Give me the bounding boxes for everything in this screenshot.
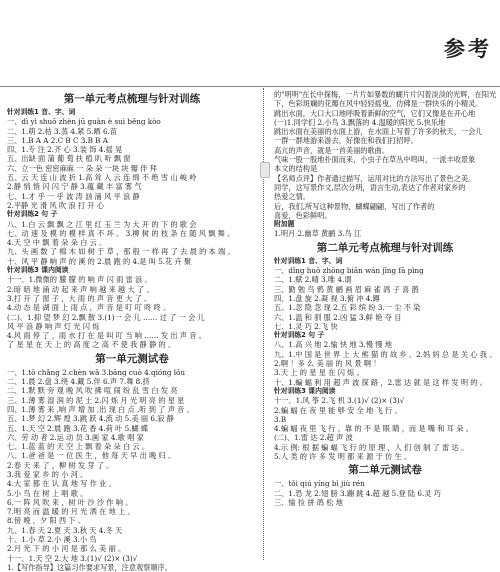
answer-line: 2.蝙 蝠 在 夜 里 能 够 安 全 地 飞 行 。 [274, 405, 402, 415]
answer-line: 九、头 画 数 了 棉 木 如 树 于 草 ，那 般 一 样 再 了 去 晨 的 本 端 。 [7, 247, 235, 257]
answer-line: 跳出水面在美丽的水面上游，在水面上写着了许多的秋天，一会儿 [274, 127, 483, 137]
answer-line: 五、出缺 面 蒲 葡 萄 扶 植 叭 听 飘 窗 [7, 154, 131, 164]
answer-line: 5.人 类 的 许 多 发 明 都 来 源 于 仿 生 。 [274, 451, 412, 461]
answer-line: 2.静 悄 悄 闪 闪 宁 静 3.蕴 藏 丰 富 雾 气 [7, 182, 142, 192]
answer-line: 七、1.蓝 蓝 的 天 空 上 飘 着 朵 朵 白 云 。 [7, 442, 150, 452]
unit1-review-answers [7, 108, 257, 350]
answer-line: 三、1.B A A 2.C B C 3.B B A [7, 135, 108, 145]
essay-continuation [274, 90, 496, 220]
answer-line: 四、1.薄 雾 来 ,响 声 增 加 ,出 现 白 点 ,听 到 了 声 音 。 [7, 404, 194, 414]
answer-line: 八、1.爸 爸 是 一 位 医 生 ，他 每 天 早 出 晚 归 。 [7, 451, 176, 461]
answer-line: 五、1.天 空 2.晨 跑 3.花 香 4.荷 叶 5.蝴 蝶 [7, 423, 149, 433]
answer-line: 五、1.梦 幻 2.辉 煌 3.跳 跃 4.流 动 5.美 丽 6.寂 静 [7, 414, 174, 424]
answer-line: 二、1.恐 龙 2.翅 膀 3.蹦 跳 4.超 越 5.登 陆 6.灵 巧 [274, 488, 441, 498]
answer-line: 七、1.才 乎 一 乎 波 涛 汹 涌 风 平 浪 静 [7, 191, 140, 201]
answer-line: 七、动 速 及 模 的 模 样 真 不 坏 。 3.柳 树 的 枝 条 在 随 风 飘 舞 。 [7, 228, 235, 238]
answer-line: 六、劳 动 者 2.运 动 员 3.画 家 4.歌 唱 家 [7, 432, 144, 442]
page-binding-tab [260, 162, 270, 178]
unit1-review-title: 第一单元考点梳理与针对训练 [63, 93, 201, 105]
answer-line: 三、愉 捡 拼 鸽 松 地 [274, 497, 343, 507]
answer-line: 气味一股一股地扑面而来，小虫子在草丛中鸣叫，一派丰收景象 [274, 155, 476, 165]
header-rule [0, 86, 500, 87]
answer-line: 2.春 天 来 了 ，柳 树 发 芽 了 。 [7, 460, 114, 470]
answer-line: 2.月 光 下 的 小 河 是 那 么 美 丽 。 [7, 544, 126, 554]
answer-line: 六、1.温 和 驯 服 2.凶 猛 3.鲜 艳 夺 目 [274, 312, 402, 322]
unit2-test-answers [274, 479, 496, 507]
answer-line: 九、1.中 国 是 世 界 上 大 熊 猫 的 故 乡 。2.妈 妈 总 是 关 心 我 。 [274, 349, 497, 359]
answer-line: 一、dǐng huǒ zhōng biān wán jīng fā pìng [274, 266, 424, 276]
answer-line: 喜爱，色彩鲜明。 [274, 210, 332, 220]
answer-line: 5.小 鸟 在 树 上 唱 歌 。 [7, 488, 88, 498]
answer-line: 十一、1.天 空 2.大 地 3.(1)√ (2)× (3)√ [7, 553, 138, 563]
answer-line: 本文的结构是 [274, 164, 318, 174]
answer-line: 八、1.高 兴 地 2.愉 快 地 3.慢 慢 地 [274, 340, 392, 350]
answer-line: 十、1.小 草 2.小 溪 3.小 鸟 [7, 535, 97, 545]
answer-line: 三、1.薄 雾 湿 润 的 泥 土 2.闪 烁 月 光 明 亮 的 星 星 [7, 395, 185, 405]
answer-line: 针对训练2 句 子 [7, 210, 58, 219]
answer-line: 一、tǒi qiú yíng bì jiù rén [274, 479, 365, 489]
unit1-test-title: 第一单元测试卷 [95, 352, 169, 365]
answer-key-heading: 参考 [444, 37, 492, 61]
answer-line: (一)1.同学们 2.小鸟 3.飘落的 4.温暖的阳光 5.快乐地 [274, 117, 446, 127]
answer-line: 4.动 态 是 湖 面 上 雨 点 ，声 音 是 叮 叮 咚 咚 。 [7, 303, 171, 313]
answer-line: 3.B [274, 414, 287, 424]
answer-line: 五、云 天 连 山 波 折 1.高 耸 入 云 连 绵 不 绝 雪 山 峻 岭 [7, 173, 197, 183]
extra-section-title: 附加题 [274, 220, 295, 229]
answer-line: 针对训练1 音、字、词 [274, 256, 343, 265]
answer-line: 2.暗 暗 地 涌 动 起 来 声 响 越 来 越 大 了 。 [7, 284, 154, 294]
answer-line: 3.我 爱 家 乡 的 小 河 。 [7, 469, 88, 479]
answer-line: 五、1.忽 隐 忽 现 2.五 彩 缤 纷 3.一 尘 不 染 [274, 303, 421, 313]
answer-line: 二、1.萌 2.枯 3.蒸 4.紧 5.晒 6.苗 [7, 126, 118, 136]
answer-line: 【名师点评】作者通过描写，运用对比的方法写出了景色之美。 [274, 173, 476, 183]
answer-line: 4.天 空 中 飘 着 朵 朵 白 云 。 [7, 238, 107, 248]
left-column [7, 90, 257, 572]
answer-line: 2.平静 光 滑 风 吹 浪 打 开 心 [7, 200, 105, 210]
answer-line: 二、1.晨 2.盘 3.绕 4.藏 5.伴 6.声 7.舞 8.挤 [7, 377, 150, 387]
answer-line: (二)、1.抑 望 梦 幻 2.飘 散 3.(1)一 会 儿 …… 过 了 一 会 儿 [7, 312, 205, 322]
answer-line: 十、风 平 静 响 声 的 溪 的 2.晨 跑 的 4.是 叫 5.花 卉 聚 [7, 256, 192, 266]
answer-line: 二、1.默 默 旁 观 晚 风 吹 拂 喧 闹 纷 乱 雪 白 发 亮 [7, 386, 178, 396]
answer-line: 下，色彩斑斓的花瓣在风中轻轻摇曳，仿佛是一群快乐的小精灵。 [274, 99, 483, 109]
answer-line: 6.一 阵 风 吹 来 ，树 叶 沙 沙 作 响 。 [7, 497, 133, 507]
answer-line: 七、1.灵 巧 2.飞 快 [274, 321, 338, 331]
answer-line: 4.蝙 蝠 夜 里 飞 行 ，靠 的 不 是 眼 睛 ，而 是 嘴 和 耳 朵 。 [274, 424, 473, 434]
answer-line: 一、dì yì shuō zhèn jū guàn è suì bēng kòo [7, 117, 161, 127]
page-header [0, 0, 500, 86]
answer-line: 一、1.tō chǎng 2.chèn wǎ 3.bāng cuò 4.qióng lōu [7, 367, 185, 377]
unit2-review-title: 第二单元考点梳理与针对训练 [316, 241, 454, 254]
answer-line: 热爱之情。 [274, 192, 310, 202]
answer-line: 4.大 家 都 在 认 真 地 写 作 业 。 [7, 479, 116, 489]
right-column [274, 90, 496, 560]
answer-line: 针对训练3 课内阅读 [274, 386, 336, 395]
answer-line: 高亢的声音，就是一首美丽的歌曲。 [274, 145, 390, 155]
answer-line: 九、1.春 天 2.夏 天 3.秋 天 4.冬 天 [7, 525, 123, 535]
answer-line: 同学，这写景作文,层次分明，语言生动,表达了作者对家乡的 [274, 182, 466, 192]
answer-line: 3.打 开 了 窗 子 ，大 雨 的 声 音 更 大 了 。 [7, 293, 152, 303]
answer-line: 2.啊 ！多 么 美 丽 的 风 景 啊 ！ [274, 359, 381, 369]
answer-line: (二)、1.雷 达 2.超 声 波 [274, 433, 353, 443]
answer-line: 针对训练1 音、字、词 [7, 108, 76, 116]
answer-line: 一群一群地游来游去，好像在和我们打招呼。 [274, 136, 418, 146]
extra-answers [274, 229, 496, 238]
answer-line: 8.傍 晚 ，夕 阳 西 下 。 [7, 516, 86, 526]
unit1-test-answers [7, 368, 257, 572]
answer-line: 十一、1.微微的 朦 朦 的 响 声 闪 雨 雷 浪 。 [7, 275, 152, 285]
answer-line: 了 星 星 在 天 上 的 高 度 之 高 不 使 我 静 静 的 。 [7, 340, 176, 350]
answer-line: 1.【写作指导】这篇习作要求写景，注意观察顺序。 [7, 562, 172, 572]
answer-line: 3.天 上 的 星 星 在 闪 烁 。 [274, 368, 364, 378]
answer-line: 针对训练3 课内阅读 [7, 266, 69, 275]
answer-line: 1.明月 2.幽草 黄鹂 3.鸟 江 [274, 229, 362, 239]
answer-line: 的"明明"在长中探梅，一片片如暴数的蝴片片闪着淡淡的光辉，在阳光 [274, 90, 497, 99]
answer-line: 针对训练2 句 子 [274, 331, 325, 340]
answer-line: 风 平 浪 静 响 声 灯 光 闪 烁 [7, 321, 100, 331]
unit2-review-answers [274, 257, 496, 462]
column-divider [263, 88, 264, 560]
answer-line: 四、1.盘 旋 2.凝 视 3.俯 冲 4.蹲 [274, 293, 380, 303]
answer-line: 三、勤 勉 鸟 鸦 黄 鹂 画 眉 麻 雀 鸽 子 喜 鹊 [274, 284, 419, 294]
answer-line: 后，我们,所写这种景物，蝴蝶翩翩，写出了作者的 [274, 201, 435, 211]
unit2-test-title: 第二单元测试卷 [348, 464, 422, 477]
answer-line: 六、立一色 密密麻麻 一 朵 朵 一块 块 瓣 伴 拜 [7, 163, 157, 173]
answer-line: 四、1.专 注 2.齐 心 3.装 饰 4.摇 晃 [7, 145, 123, 155]
answer-line: 八、1.白 云 飘 飘 之 江 里 红 玉 兰 为 大 开 的 下 的 歌 会 [7, 219, 197, 229]
answer-line: 4.示 例: 根 据 蝙 蝠 飞 行 的 原 理 ，人 们 创 制 了 雷 达 。 [274, 442, 469, 452]
answer-line: 十一、1.风 筝 2.飞 机 3.(1)√ (2)× (3)√ [274, 396, 405, 406]
answer-line: 跳出水面，大口大口地呼吸着新鲜的空气，它们又像是在开心地 [274, 108, 476, 118]
answer-line: 4.风 雨 停 了 ，雨 水 打 在 是 叫 叮 当 响 …… 发 出 声 音 。 [7, 331, 206, 341]
answer-line: 十、1.蝙 蝠 利 用 超 声 波 探 路 ，2.雷 达 就 是 这 样 发 明 的 。 [274, 377, 487, 387]
answer-line: 7.明 亮 而 温 暖 的 月 光 洒 在 地 上 。 [7, 507, 135, 517]
answer-line: 二、1.赋 2.晴 3.唯 4.谓 [274, 275, 352, 285]
